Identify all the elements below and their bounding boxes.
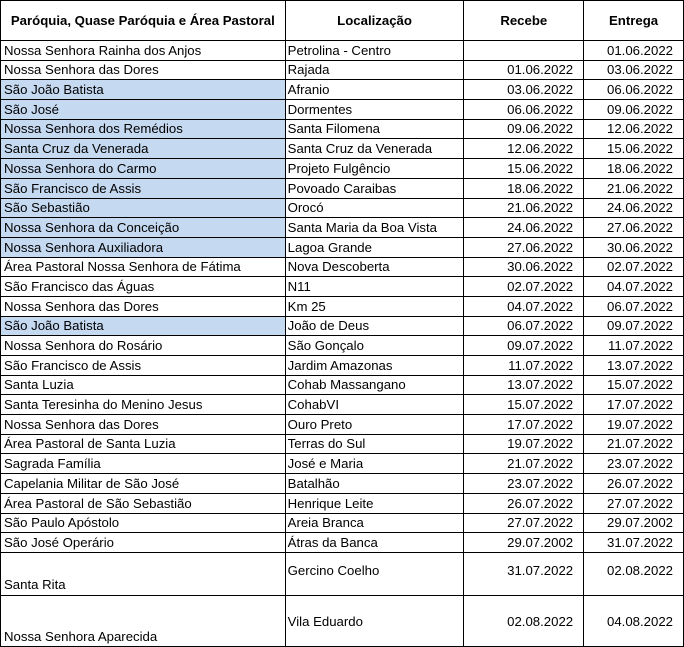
cell-recebe: 15.07.2022 — [464, 395, 584, 415]
cell-entrega: 24.06.2022 — [584, 198, 684, 218]
cell-localizacao: N11 — [285, 277, 464, 297]
cell-localizacao: Santa Filomena — [285, 119, 464, 139]
cell-recebe: 01.06.2022 — [464, 60, 584, 80]
cell-entrega: 18.06.2022 — [584, 159, 684, 179]
table-row — [1, 454, 684, 474]
cell-paroquia: Nossa Senhora Auxiliadora — [1, 237, 286, 257]
table-row — [1, 218, 684, 238]
cell-localizacao: Afranio — [285, 80, 464, 100]
table-row — [1, 493, 684, 513]
cell-entrega: 29.07.2002 — [584, 513, 684, 533]
cell-localizacao: Rajada — [285, 60, 464, 80]
cell-localizacao: Nova Descoberta — [285, 257, 464, 277]
table-row — [1, 60, 684, 80]
cell-paroquia: Área Pastoral de Santa Luzia — [1, 434, 286, 454]
cell-recebe: 24.06.2022 — [464, 218, 584, 238]
cell-localizacao: Jardim Amazonas — [285, 356, 464, 376]
cell-paroquia: Nossa Senhora das Dores — [1, 415, 286, 435]
table-row — [1, 533, 684, 553]
cell-recebe: 15.06.2022 — [464, 159, 584, 179]
cell-recebe: 13.07.2022 — [464, 375, 584, 395]
cell-paroquia: Nossa Senhora das Dores — [1, 60, 286, 80]
cell-entrega: 09.07.2022 — [584, 316, 684, 336]
header-paroquia: Paróquia, Quase Paróquia e Área Pastoral — [1, 1, 286, 41]
cell-localizacao: Petrolina - Centro — [285, 41, 464, 61]
cell-recebe: 29.07.2002 — [464, 533, 584, 553]
cell-localizacao: Santa Maria da Boa Vista — [285, 218, 464, 238]
cell-paroquia: Capelania Militar de São José — [1, 474, 286, 494]
table-row — [1, 257, 684, 277]
cell-entrega: 02.08.2022 — [584, 552, 684, 595]
cell-localizacao: Areia Branca — [285, 513, 464, 533]
table-row — [1, 277, 684, 297]
cell-recebe: 23.07.2022 — [464, 474, 584, 494]
table-row — [1, 395, 684, 415]
cell-entrega: 30.06.2022 — [584, 237, 684, 257]
cell-recebe: 17.07.2022 — [464, 415, 584, 435]
cell-paroquia: São João Batista — [1, 80, 286, 100]
cell-recebe: 11.07.2022 — [464, 356, 584, 376]
cell-localizacao: Ouro Preto — [285, 415, 464, 435]
cell-localizacao: Km 25 — [285, 296, 464, 316]
cell-paroquia: São Francisco das Águas — [1, 277, 286, 297]
cell-recebe: 09.06.2022 — [464, 119, 584, 139]
cell-entrega: 06.07.2022 — [584, 296, 684, 316]
table-row — [1, 316, 684, 336]
cell-recebe: 27.06.2022 — [464, 237, 584, 257]
cell-recebe: 18.06.2022 — [464, 178, 584, 198]
cell-recebe: 06.07.2022 — [464, 316, 584, 336]
cell-localizacao: Projeto Fulgêncio — [285, 159, 464, 179]
cell-recebe: 27.07.2022 — [464, 513, 584, 533]
cell-localizacao: João de Deus — [285, 316, 464, 336]
cell-paroquia: Santa Luzia — [1, 375, 286, 395]
cell-paroquia: Área Pastoral de São Sebastião — [1, 493, 286, 513]
cell-entrega: 12.06.2022 — [584, 119, 684, 139]
table-row — [1, 159, 684, 179]
table-row — [1, 296, 684, 316]
table-row — [1, 178, 684, 198]
cell-paroquia: São Francisco de Assis — [1, 178, 286, 198]
cell-recebe: 31.07.2022 — [464, 552, 584, 595]
cell-localizacao: CohabVI — [285, 395, 464, 415]
cell-localizacao: Henrique Leite — [285, 493, 464, 513]
cell-paroquia: São José — [1, 100, 286, 120]
table-row — [1, 237, 684, 257]
cell-recebe: 21.06.2022 — [464, 198, 584, 218]
cell-paroquia: Santa Rita — [1, 552, 286, 595]
header-localizacao: Localização — [285, 1, 464, 41]
cell-entrega: 26.07.2022 — [584, 474, 684, 494]
cell-recebe: 12.06.2022 — [464, 139, 584, 159]
cell-entrega: 15.07.2022 — [584, 375, 684, 395]
table-row — [1, 513, 684, 533]
cell-paroquia: Área Pastoral Nossa Senhora de Fátima — [1, 257, 286, 277]
cell-entrega: 27.06.2022 — [584, 218, 684, 238]
table-row — [1, 80, 684, 100]
table-body — [1, 41, 684, 647]
cell-paroquia: Nossa Senhora Rainha dos Anjos — [1, 41, 286, 61]
cell-localizacao: José e Maria — [285, 454, 464, 474]
cell-entrega: 03.06.2022 — [584, 60, 684, 80]
cell-entrega: 04.07.2022 — [584, 277, 684, 297]
cell-paroquia: Nossa Senhora do Carmo — [1, 159, 286, 179]
cell-localizacao: Santa Cruz da Venerada — [285, 139, 464, 159]
cell-recebe: 03.06.2022 — [464, 80, 584, 100]
cell-paroquia: São José Operário — [1, 533, 286, 553]
cell-entrega: 01.06.2022 — [584, 41, 684, 61]
cell-entrega: 21.06.2022 — [584, 178, 684, 198]
cell-localizacao: Orocó — [285, 198, 464, 218]
cell-recebe: 06.06.2022 — [464, 100, 584, 120]
cell-recebe: 19.07.2022 — [464, 434, 584, 454]
cell-entrega: 23.07.2022 — [584, 454, 684, 474]
cell-recebe: 04.07.2022 — [464, 296, 584, 316]
table-row — [1, 41, 684, 61]
cell-paroquia: São João Batista — [1, 316, 286, 336]
cell-recebe: 30.06.2022 — [464, 257, 584, 277]
table-row — [1, 119, 684, 139]
table-row — [1, 100, 684, 120]
cell-paroquia: Santa Teresinha do Menino Jesus — [1, 395, 286, 415]
table-row — [1, 198, 684, 218]
cell-entrega: 17.07.2022 — [584, 395, 684, 415]
cell-localizacao: Vila Eduardo — [285, 595, 464, 646]
table-row — [1, 552, 684, 595]
cell-paroquia: Nossa Senhora da Conceição — [1, 218, 286, 238]
cell-entrega: 09.06.2022 — [584, 100, 684, 120]
cell-localizacao: São Gonçalo — [285, 336, 464, 356]
cell-paroquia: Santa Cruz da Venerada — [1, 139, 286, 159]
cell-recebe: 21.07.2022 — [464, 454, 584, 474]
cell-entrega: 15.06.2022 — [584, 139, 684, 159]
cell-recebe: 02.07.2022 — [464, 277, 584, 297]
table-row — [1, 356, 684, 376]
cell-paroquia: Nossa Senhora dos Remédios — [1, 119, 286, 139]
cell-recebe: 26.07.2022 — [464, 493, 584, 513]
cell-paroquia: São Francisco de Assis — [1, 356, 286, 376]
cell-entrega: 13.07.2022 — [584, 356, 684, 376]
cell-localizacao: Povoado Caraibas — [285, 178, 464, 198]
cell-paroquia: Sagrada Família — [1, 454, 286, 474]
cell-paroquia: Nossa Senhora das Dores — [1, 296, 286, 316]
header-entrega: Entrega — [584, 1, 684, 41]
table-row — [1, 415, 684, 435]
cell-entrega: 11.07.2022 — [584, 336, 684, 356]
cell-entrega: 21.07.2022 — [584, 434, 684, 454]
header-row — [1, 1, 684, 41]
cell-recebe: 02.08.2022 — [464, 595, 584, 646]
cell-entrega: 04.08.2022 — [584, 595, 684, 646]
cell-localizacao: Átras da Banca — [285, 533, 464, 553]
cell-entrega: 06.06.2022 — [584, 80, 684, 100]
cell-recebe — [464, 41, 584, 61]
cell-localizacao: Batalhão — [285, 474, 464, 494]
header-recebe: Recebe — [464, 1, 584, 41]
table-row — [1, 139, 684, 159]
cell-entrega: 27.07.2022 — [584, 493, 684, 513]
table-row — [1, 434, 684, 454]
cell-localizacao: Terras do Sul — [285, 434, 464, 454]
cell-paroquia: São Sebastião — [1, 198, 286, 218]
cell-localizacao: Cohab Massangano — [285, 375, 464, 395]
cell-paroquia: Nossa Senhora do Rosário — [1, 336, 286, 356]
cell-entrega: 02.07.2022 — [584, 257, 684, 277]
cell-localizacao: Gercino Coelho — [285, 552, 464, 595]
table-row — [1, 375, 684, 395]
cell-paroquia: Nossa Senhora Aparecida — [1, 595, 286, 646]
table-row — [1, 474, 684, 494]
cell-localizacao: Lagoa Grande — [285, 237, 464, 257]
cell-entrega: 31.07.2022 — [584, 533, 684, 553]
cell-recebe: 09.07.2022 — [464, 336, 584, 356]
cell-localizacao: Dormentes — [285, 100, 464, 120]
cell-entrega: 19.07.2022 — [584, 415, 684, 435]
table-row — [1, 336, 684, 356]
cell-paroquia: São Paulo Apóstolo — [1, 513, 286, 533]
